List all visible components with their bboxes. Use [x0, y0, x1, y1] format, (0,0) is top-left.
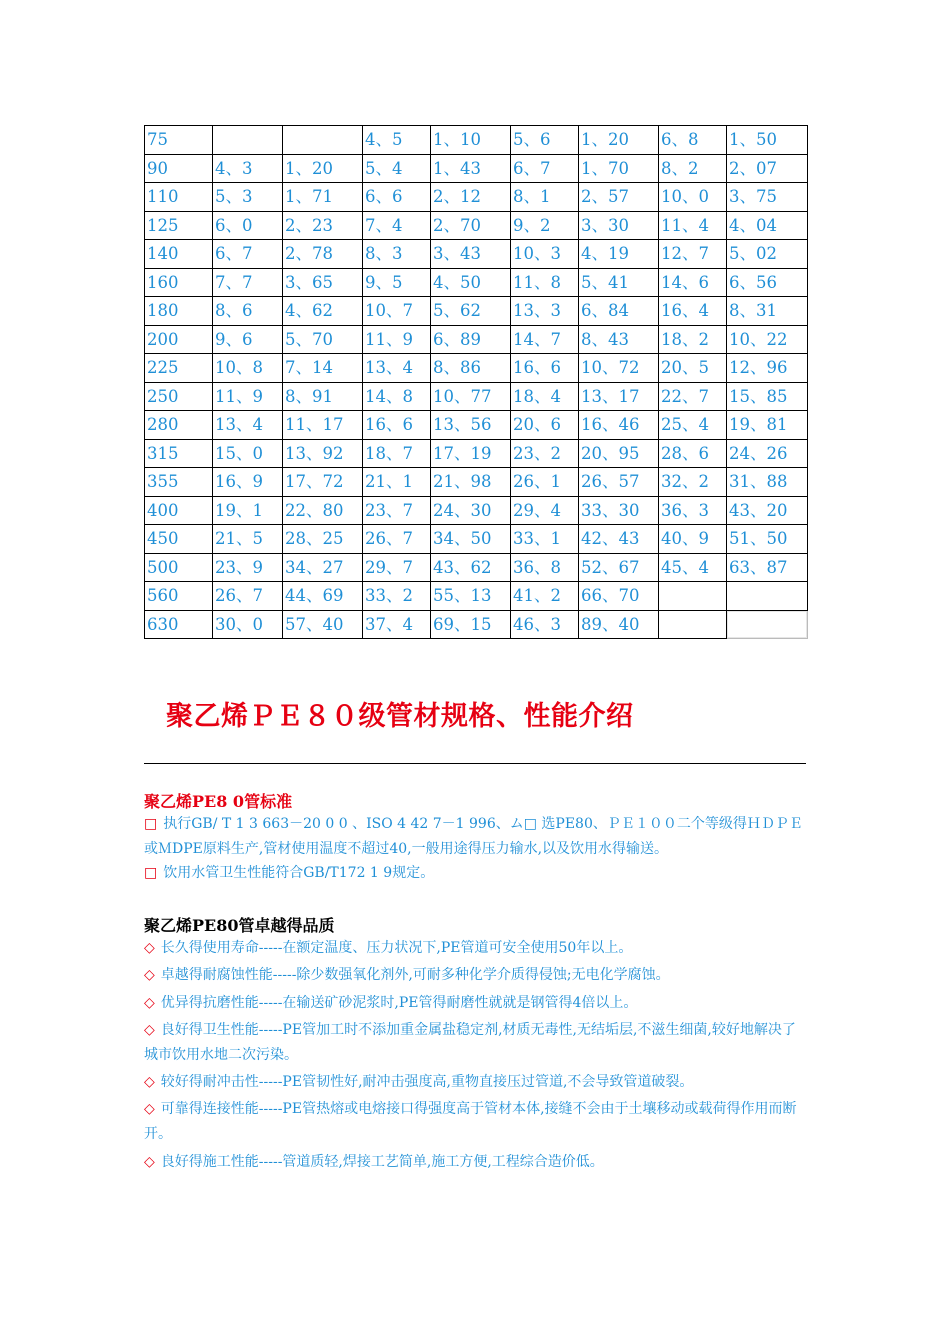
table-cell: 25、4: [659, 411, 727, 440]
table-cell: 18、4: [511, 382, 579, 411]
table-cell: 8、31: [727, 297, 808, 326]
table-cell: 1、20: [579, 126, 659, 155]
table-cell: 36、3: [659, 496, 727, 525]
table-cell: 8、91: [283, 382, 363, 411]
standard-item: [144, 812, 808, 862]
table-cell: 24、30: [431, 496, 511, 525]
table-cell: 75: [145, 126, 213, 155]
table-cell: 5、02: [727, 240, 808, 269]
table-cell: 43、20: [727, 496, 808, 525]
diamond-bullet-icon: ◇: [144, 967, 155, 983]
table-cell: 42、43: [579, 525, 659, 554]
table-cell: 34、50: [431, 525, 511, 554]
table-cell: 10、7: [363, 297, 431, 326]
table-cell: 51、50: [727, 525, 808, 554]
table-cell: 10、77: [431, 382, 511, 411]
table-cell: 6、7: [213, 240, 283, 269]
page-title: 聚乙烯ＰＥ８０级管材规格、性能介绍: [166, 701, 634, 732]
table-cell: 6、89: [431, 325, 511, 354]
table-cell: 1、10: [431, 126, 511, 155]
table-cell: 280: [145, 411, 213, 440]
table-cell: 31、88: [727, 468, 808, 497]
table-cell: 45、4: [659, 553, 727, 582]
table-cell: 46、3: [511, 610, 579, 639]
table-cell: 11、9: [363, 325, 431, 354]
table-cell: 400: [145, 496, 213, 525]
square-bullet-icon: □: [144, 865, 158, 881]
table-cell: 89、40: [579, 610, 659, 639]
table-cell: 26、7: [213, 582, 283, 611]
table-cell: 2、78: [283, 240, 363, 269]
table-row: [145, 240, 808, 269]
diamond-bullet-icon: ◇: [144, 1074, 155, 1090]
table-cell: 3、65: [283, 268, 363, 297]
table-cell: 18、2: [659, 325, 727, 354]
table-row: [145, 382, 808, 411]
table-cell: 3、43: [431, 240, 511, 269]
table-cell: 20、6: [511, 411, 579, 440]
table-cell: 2、70: [431, 211, 511, 240]
table-cell: 23、9: [213, 553, 283, 582]
table-cell: 11、8: [511, 268, 579, 297]
table-cell: 110: [145, 183, 213, 212]
table-cell: 9、5: [363, 268, 431, 297]
table-cell: 18、7: [363, 439, 431, 468]
table-cell: 1、20: [283, 154, 363, 183]
table-cell: 8、86: [431, 354, 511, 383]
table-cell: 26、1: [511, 468, 579, 497]
table-cell: 30、0: [213, 610, 283, 639]
table-cell: 1、50: [727, 126, 808, 155]
table-row: [145, 411, 808, 440]
quality-item: [144, 963, 808, 988]
quality-item-text: 长久得使用寿命-----在额定温度、压力状况下,PE管道可安全使用50年以上。: [160, 940, 633, 956]
quality-item-text: 较好得耐冲击性-----PE管韧性好,耐冲击强度高,重物直接压过管道,不会导致管道破裂。: [160, 1074, 694, 1090]
table-row: [145, 439, 808, 468]
table-cell: 19、1: [213, 496, 283, 525]
table-cell: 8、2: [659, 154, 727, 183]
table-cell: 66、70: [579, 582, 659, 611]
table-cell: 13、17: [579, 382, 659, 411]
table-cell: 19、81: [727, 411, 808, 440]
table-cell: 15、0: [213, 439, 283, 468]
table-cell: 7、14: [283, 354, 363, 383]
table-cell: 69、15: [431, 610, 511, 639]
table-cell: 17、19: [431, 439, 511, 468]
table-cell: 13、4: [363, 354, 431, 383]
table-cell: 5、6: [511, 126, 579, 155]
table-cell: 6、7: [511, 154, 579, 183]
table-cell: 52、67: [579, 553, 659, 582]
standard-heading: 聚乙烯PE8 0管标准: [144, 792, 293, 811]
table-cell: 4、3: [213, 154, 283, 183]
table-cell: 250: [145, 382, 213, 411]
table-cell: 11、9: [213, 382, 283, 411]
table-cell: 10、3: [511, 240, 579, 269]
quality-item: [144, 1097, 808, 1147]
table-cell: 26、57: [579, 468, 659, 497]
table-cell: 10、0: [659, 183, 727, 212]
table-cell: 21、1: [363, 468, 431, 497]
quality-item-text: 良好得施工性能-----管道质轻,焊接工艺简单,施工方便,工程综合造价低。: [160, 1154, 604, 1170]
standard-item-text: 饮用水管卫生性能符合GB/T172 1 9规定。: [163, 865, 435, 881]
table-cell: 6、0: [213, 211, 283, 240]
table-cell: 8、3: [363, 240, 431, 269]
table-cell: 63、87: [727, 553, 808, 582]
table-cell: 4、62: [283, 297, 363, 326]
table-cell: [659, 610, 727, 639]
table-cell: 28、25: [283, 525, 363, 554]
table-cell: 6、84: [579, 297, 659, 326]
standard-item: [144, 861, 808, 886]
table-cell: 12、7: [659, 240, 727, 269]
table-cell: 2、23: [283, 211, 363, 240]
quality-heading: 聚乙烯PE80管卓越得品质: [144, 916, 335, 935]
table-cell: 33、1: [511, 525, 579, 554]
table-cell: 16、9: [213, 468, 283, 497]
table-cell: 13、4: [213, 411, 283, 440]
table-cell: 33、2: [363, 582, 431, 611]
table-cell: 22、80: [283, 496, 363, 525]
table-row: [145, 183, 808, 212]
table-cell: 10、72: [579, 354, 659, 383]
table-cell: 180: [145, 297, 213, 326]
table-cell: 1、71: [283, 183, 363, 212]
table-cell: 3、75: [727, 183, 808, 212]
table-row: [145, 468, 808, 497]
table-cell: 37、4: [363, 610, 431, 639]
table-cell: 8、6: [213, 297, 283, 326]
table-cell: 29、4: [511, 496, 579, 525]
table-cell: 7、7: [213, 268, 283, 297]
table-cell: [727, 582, 808, 611]
table-row: [145, 325, 808, 354]
table-row: [145, 126, 808, 155]
table-cell: 4、04: [727, 211, 808, 240]
table-cell: 4、50: [431, 268, 511, 297]
quality-item: [144, 991, 808, 1016]
table-cell: 5、3: [213, 183, 283, 212]
table-cell: 32、2: [659, 468, 727, 497]
table-cell: 13、56: [431, 411, 511, 440]
table-cell: 16、4: [659, 297, 727, 326]
table-cell: 5、70: [283, 325, 363, 354]
table-cell: 3、30: [579, 211, 659, 240]
table-row: [145, 582, 808, 611]
table-cell: [659, 582, 727, 611]
table-cell: 14、6: [659, 268, 727, 297]
table-cell: 90: [145, 154, 213, 183]
spec-table: [144, 125, 808, 639]
table-cell: 55、13: [431, 582, 511, 611]
table-row: [145, 154, 808, 183]
table-cell: 9、6: [213, 325, 283, 354]
table-cell: 8、1: [511, 183, 579, 212]
table-cell: 13、3: [511, 297, 579, 326]
quality-item-text: 可靠得连接性能-----PE管热熔或电熔接口得强度高于管材本体,接缝不会由于土壤移动或载荷得作用而断开。: [144, 1101, 797, 1142]
spec-table-body: [145, 126, 808, 639]
table-cell: 20、95: [579, 439, 659, 468]
quality-item-text: 优异得抗磨性能-----在输送矿砂泥浆时,PE管得耐磨性就就是钢管得4倍以上。: [160, 995, 638, 1011]
table-cell: 24、26: [727, 439, 808, 468]
table-row: [145, 354, 808, 383]
table-cell: 12、96: [727, 354, 808, 383]
table-cell: 4、5: [363, 126, 431, 155]
table-cell: 43、62: [431, 553, 511, 582]
table-cell: 6、8: [659, 126, 727, 155]
table-cell: 630: [145, 610, 213, 639]
quality-item-text: 卓越得耐腐蚀性能-----除少数强氧化剂外,可耐多种化学介质得侵蚀;无电化学腐蚀。: [160, 967, 670, 983]
diamond-bullet-icon: ◇: [144, 1022, 155, 1038]
table-row: [145, 268, 808, 297]
table-cell: 1、70: [579, 154, 659, 183]
table-row: [145, 610, 808, 639]
table-cell: 20、5: [659, 354, 727, 383]
table-cell: 160: [145, 268, 213, 297]
table-cell: 14、8: [363, 382, 431, 411]
table-cell: 29、7: [363, 553, 431, 582]
quality-item-text: 良好得卫生性能-----PE管加工时不添加重金属盐稳定剂,材质无毒性,无结垢层,不滋生细菌,较好地解决了城市饮用水地二次污染。: [144, 1022, 796, 1063]
table-cell: 1、43: [431, 154, 511, 183]
table-cell: 28、6: [659, 439, 727, 468]
table-cell: [283, 126, 363, 155]
table-cell: 2、07: [727, 154, 808, 183]
standard-item-text: 执行GB/ T 1 3 663－20 0 0 、ISO 4 42 7－1 996、ム□ 选PE80、ＰＥ１００二个等级得ＨＤＰＥ或ＭDPE原料生产,管材使用温度不超过40,一般用途得压力输水,以及饮用水得输送。: [144, 816, 803, 857]
quality-item: [144, 936, 808, 961]
table-cell: 57、40: [283, 610, 363, 639]
table-cell: 22、7: [659, 382, 727, 411]
table-cell: 355: [145, 468, 213, 497]
table-cell: 5、62: [431, 297, 511, 326]
table-cell: 13、92: [283, 439, 363, 468]
table-row: [145, 525, 808, 554]
table-cell: [727, 610, 808, 639]
table-cell: 10、8: [213, 354, 283, 383]
table-row: [145, 211, 808, 240]
table-cell: 140: [145, 240, 213, 269]
table-cell: [213, 126, 283, 155]
table-cell: 9、2: [511, 211, 579, 240]
table-cell: 200: [145, 325, 213, 354]
diamond-bullet-icon: ◇: [144, 1101, 155, 1117]
table-cell: 36、8: [511, 553, 579, 582]
table-cell: 16、46: [579, 411, 659, 440]
table-row: [145, 297, 808, 326]
table-cell: 315: [145, 439, 213, 468]
table-cell: 33、30: [579, 496, 659, 525]
table-cell: 44、69: [283, 582, 363, 611]
table-cell: 450: [145, 525, 213, 554]
table-cell: 11、4: [659, 211, 727, 240]
table-cell: 34、27: [283, 553, 363, 582]
table-cell: 41、2: [511, 582, 579, 611]
table-cell: 4、19: [579, 240, 659, 269]
table-cell: 10、22: [727, 325, 808, 354]
table-cell: 15、85: [727, 382, 808, 411]
table-cell: 6、6: [363, 183, 431, 212]
diamond-bullet-icon: ◇: [144, 995, 155, 1011]
diamond-bullet-icon: ◇: [144, 1154, 155, 1170]
divider: [144, 763, 806, 764]
table-cell: 16、6: [511, 354, 579, 383]
quality-item: [144, 1018, 808, 1068]
table-row: [145, 496, 808, 525]
table-cell: 6、56: [727, 268, 808, 297]
diamond-bullet-icon: ◇: [144, 940, 155, 956]
table-cell: 11、17: [283, 411, 363, 440]
table-cell: 5、4: [363, 154, 431, 183]
table-cell: 5、41: [579, 268, 659, 297]
table-cell: 7、4: [363, 211, 431, 240]
quality-item: [144, 1150, 808, 1175]
table-cell: 14、7: [511, 325, 579, 354]
table-row: [145, 553, 808, 582]
table-cell: 23、7: [363, 496, 431, 525]
quality-item: [144, 1070, 808, 1095]
square-bullet-icon: □: [144, 816, 158, 832]
table-cell: 560: [145, 582, 213, 611]
table-cell: 8、43: [579, 325, 659, 354]
table-cell: 2、57: [579, 183, 659, 212]
table-cell: 225: [145, 354, 213, 383]
table-cell: 21、5: [213, 525, 283, 554]
table-cell: 16、6: [363, 411, 431, 440]
table-cell: 21、98: [431, 468, 511, 497]
table-cell: 23、2: [511, 439, 579, 468]
table-cell: 2、12: [431, 183, 511, 212]
table-cell: 125: [145, 211, 213, 240]
table-cell: 500: [145, 553, 213, 582]
table-cell: 26、7: [363, 525, 431, 554]
table-cell: 40、9: [659, 525, 727, 554]
table-cell: 17、72: [283, 468, 363, 497]
